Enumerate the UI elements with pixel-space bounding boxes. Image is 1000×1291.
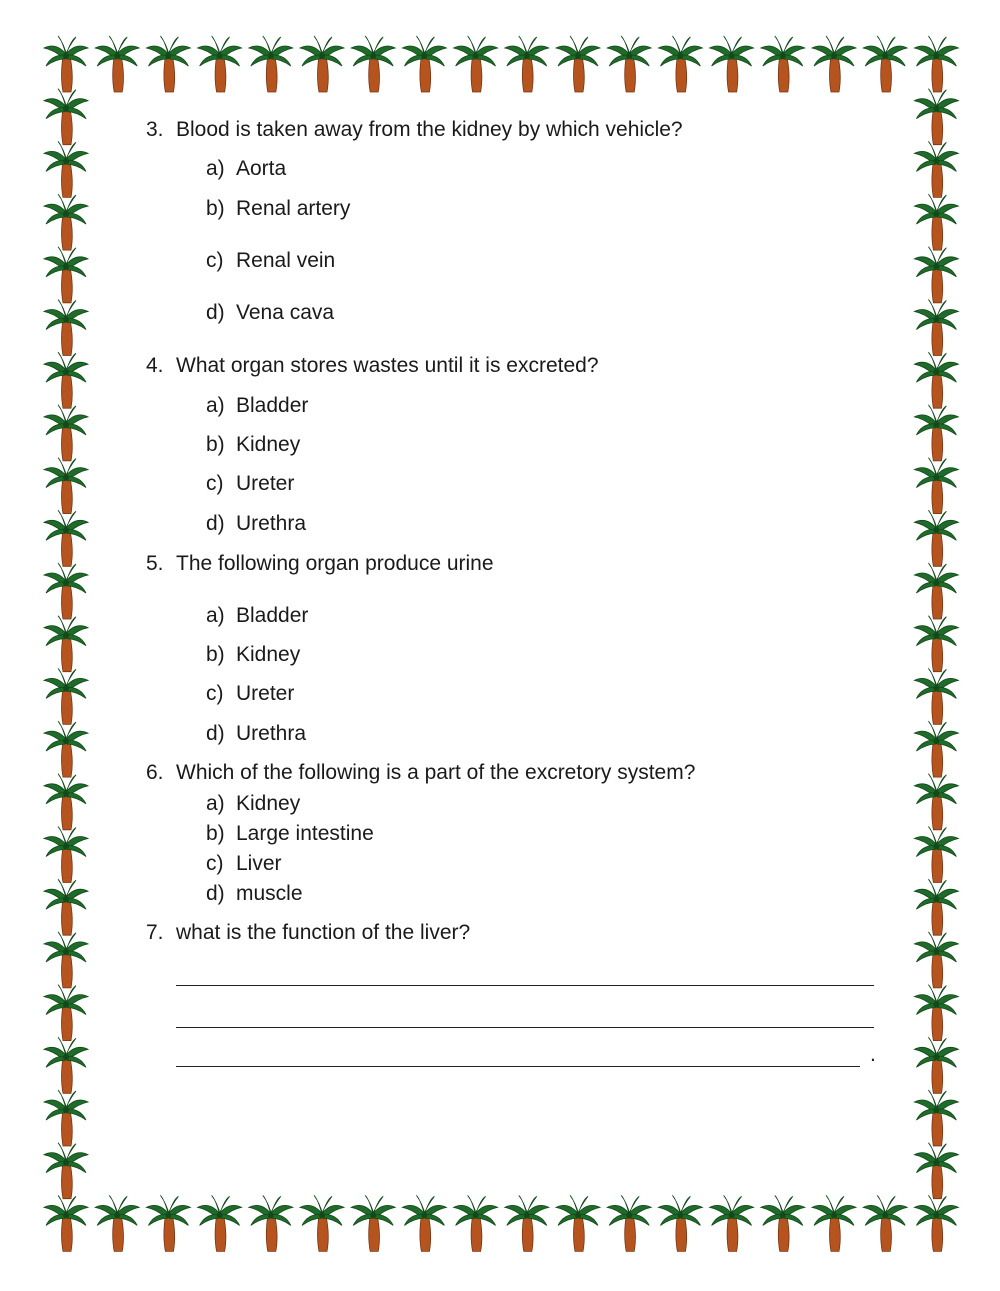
palm-tree-icon — [300, 36, 344, 92]
option-text: Kidney — [236, 433, 301, 456]
question-number: 5. — [146, 552, 164, 575]
palm-tree-icon — [351, 1195, 395, 1251]
palm-tree-icon — [44, 352, 88, 408]
q5-option-d[interactable] — [206, 722, 306, 746]
answer-line-1[interactable] — [176, 962, 874, 986]
palm-tree-icon — [914, 1195, 958, 1251]
q5-option-a[interactable] — [206, 604, 308, 628]
palm-tree-icon — [402, 1195, 446, 1251]
question-number: 6. — [146, 761, 164, 784]
option-text: Kidney — [236, 792, 301, 815]
palm-tree-icon — [914, 89, 958, 145]
palm-tree-icon — [44, 89, 88, 145]
palm-tree-icon — [44, 1090, 88, 1146]
question-number: 7. — [146, 921, 164, 944]
palm-tree-icon — [812, 1195, 856, 1251]
q3-option-d[interactable] — [206, 301, 334, 325]
palm-tree-icon — [812, 36, 856, 92]
option-text: Ureter — [236, 682, 295, 705]
q5-option-b[interactable] — [206, 643, 300, 667]
palm-tree-icon — [44, 616, 88, 672]
palm-tree-icon — [914, 1090, 958, 1146]
palm-tree-icon — [658, 36, 702, 92]
palm-tree-icon — [914, 194, 958, 250]
palm-tree-icon — [556, 1195, 600, 1251]
palm-tree-icon — [556, 36, 600, 92]
option-letter: b) — [206, 822, 225, 845]
palm-tree-icon — [44, 932, 88, 988]
option-letter: b) — [206, 197, 225, 220]
palm-tree-icon — [505, 1195, 549, 1251]
option-text: Renal vein — [236, 249, 336, 272]
option-text: Large intestine — [236, 822, 374, 845]
question-text: What organ stores wastes until it is excreted? — [176, 354, 599, 377]
palm-tree-icon — [44, 721, 88, 777]
palm-tree-icon — [44, 985, 88, 1041]
palm-tree-icon — [44, 141, 88, 197]
option-letter: a) — [206, 792, 225, 815]
answer-line-2[interactable] — [176, 1004, 874, 1028]
palm-tree-icon — [914, 721, 958, 777]
palm-tree-icon — [761, 1195, 805, 1251]
option-text: Renal artery — [236, 197, 351, 220]
palm-tree-icon — [44, 774, 88, 830]
palm-tree-icon — [914, 668, 958, 724]
palm-tree-icon — [863, 36, 907, 92]
palm-tree-icon — [44, 1143, 88, 1199]
palm-tree-icon — [710, 36, 754, 92]
question-text: what is the function of the liver? — [176, 921, 471, 944]
question-text: Which of the following is a part of the excretory system? — [176, 761, 696, 784]
palm-tree-icon — [914, 141, 958, 197]
option-text: Urethra — [236, 512, 307, 535]
q6-option-a[interactable] — [206, 792, 300, 816]
palm-tree-icon — [914, 405, 958, 461]
q4-option-b[interactable] — [206, 433, 300, 457]
q6-option-c[interactable] — [206, 852, 282, 876]
option-letter: d) — [206, 301, 225, 324]
option-text: Urethra — [236, 722, 307, 745]
palm-tree-icon — [914, 352, 958, 408]
option-text: Ureter — [236, 472, 295, 495]
palm-tree-icon — [44, 300, 88, 356]
palm-tree-icon — [914, 932, 958, 988]
palm-tree-icon — [914, 1037, 958, 1093]
palm-tree-icon — [249, 36, 293, 92]
palm-tree-icon — [761, 36, 805, 92]
question-number: 4. — [146, 354, 164, 377]
palm-tree-icon — [44, 510, 88, 566]
q4-option-c[interactable] — [206, 472, 294, 496]
palm-tree-icon — [505, 36, 549, 92]
palm-tree-icon — [914, 827, 958, 883]
palm-tree-icon — [249, 1195, 293, 1251]
palm-tree-icon — [454, 36, 498, 92]
palm-tree-icon — [44, 1037, 88, 1093]
palm-tree-icon — [914, 879, 958, 935]
q5-option-c[interactable] — [206, 682, 294, 706]
palm-tree-icon — [44, 879, 88, 935]
option-letter: a) — [206, 157, 225, 180]
option-letter: d) — [206, 882, 225, 905]
q3-option-a[interactable] — [206, 157, 286, 181]
palm-tree-icon — [914, 774, 958, 830]
palm-tree-icon — [914, 36, 958, 92]
option-letter: c) — [206, 472, 224, 495]
option-letter: a) — [206, 394, 225, 417]
question-5 — [146, 552, 494, 576]
answer-end-period: . — [870, 1043, 876, 1066]
option-letter: b) — [206, 433, 225, 456]
option-letter: c) — [206, 682, 224, 705]
palm-tree-icon — [914, 1143, 958, 1199]
palm-tree-icon — [914, 985, 958, 1041]
palm-tree-icon — [95, 1195, 139, 1251]
option-text: Kidney — [236, 643, 301, 666]
option-text: Aorta — [236, 157, 287, 180]
palm-tree-icon — [710, 1195, 754, 1251]
q3-option-c[interactable] — [206, 249, 335, 273]
palm-tree-icon — [146, 1195, 190, 1251]
palm-tree-icon — [44, 827, 88, 883]
palm-tree-icon — [44, 405, 88, 461]
question-3 — [146, 118, 683, 142]
option-letter: d) — [206, 722, 225, 745]
palm-tree-icon — [607, 36, 651, 92]
option-text: Liver — [236, 852, 282, 875]
option-text: Bladder — [236, 394, 309, 417]
palm-tree-icon — [44, 36, 88, 92]
question-4 — [146, 354, 599, 378]
palm-tree-icon — [44, 247, 88, 303]
palm-tree-icon — [44, 458, 88, 514]
palm-tree-icon — [44, 1195, 88, 1251]
palm-tree-icon — [44, 194, 88, 250]
palm-tree-icon — [198, 1195, 242, 1251]
palm-tree-icon — [914, 510, 958, 566]
palm-tree-icon — [914, 247, 958, 303]
palm-tree-icon — [198, 36, 242, 92]
question-text: The following organ produce urine — [176, 552, 494, 575]
palm-tree-icon — [95, 36, 139, 92]
q4-option-a[interactable] — [206, 394, 308, 418]
palm-tree-icon — [351, 36, 395, 92]
palm-tree-icon — [863, 1195, 907, 1251]
palm-tree-icon — [914, 300, 958, 356]
palm-tree-icon — [402, 36, 446, 92]
question-text: Blood is taken away from the kidney by which vehicle? — [176, 118, 683, 141]
option-letter: a) — [206, 604, 225, 627]
option-letter: b) — [206, 643, 225, 666]
q4-option-d[interactable] — [206, 512, 306, 536]
palm-tree-icon — [300, 1195, 344, 1251]
palm-tree-icon — [146, 36, 190, 92]
palm-tree-icon — [607, 1195, 651, 1251]
option-letter: c) — [206, 249, 224, 272]
palm-tree-icon — [658, 1195, 702, 1251]
q3-option-b[interactable] — [206, 197, 350, 221]
q6-option-d[interactable] — [206, 882, 303, 906]
question-number: 3. — [146, 118, 164, 141]
answer-line-3[interactable] — [176, 1043, 876, 1067]
option-letter: c) — [206, 852, 224, 875]
palm-tree-icon — [44, 563, 88, 619]
palm-tree-icon — [454, 1195, 498, 1251]
option-text: Vena cava — [236, 301, 335, 324]
question-7 — [146, 921, 470, 945]
option-text: Bladder — [236, 604, 309, 627]
option-text: muscle — [236, 882, 303, 905]
palm-tree-icon — [44, 668, 88, 724]
q6-option-b[interactable] — [206, 822, 374, 846]
question-6 — [146, 761, 695, 785]
palm-tree-icon — [914, 458, 958, 514]
palm-tree-icon — [914, 616, 958, 672]
option-letter: d) — [206, 512, 225, 535]
palm-tree-icon — [914, 563, 958, 619]
